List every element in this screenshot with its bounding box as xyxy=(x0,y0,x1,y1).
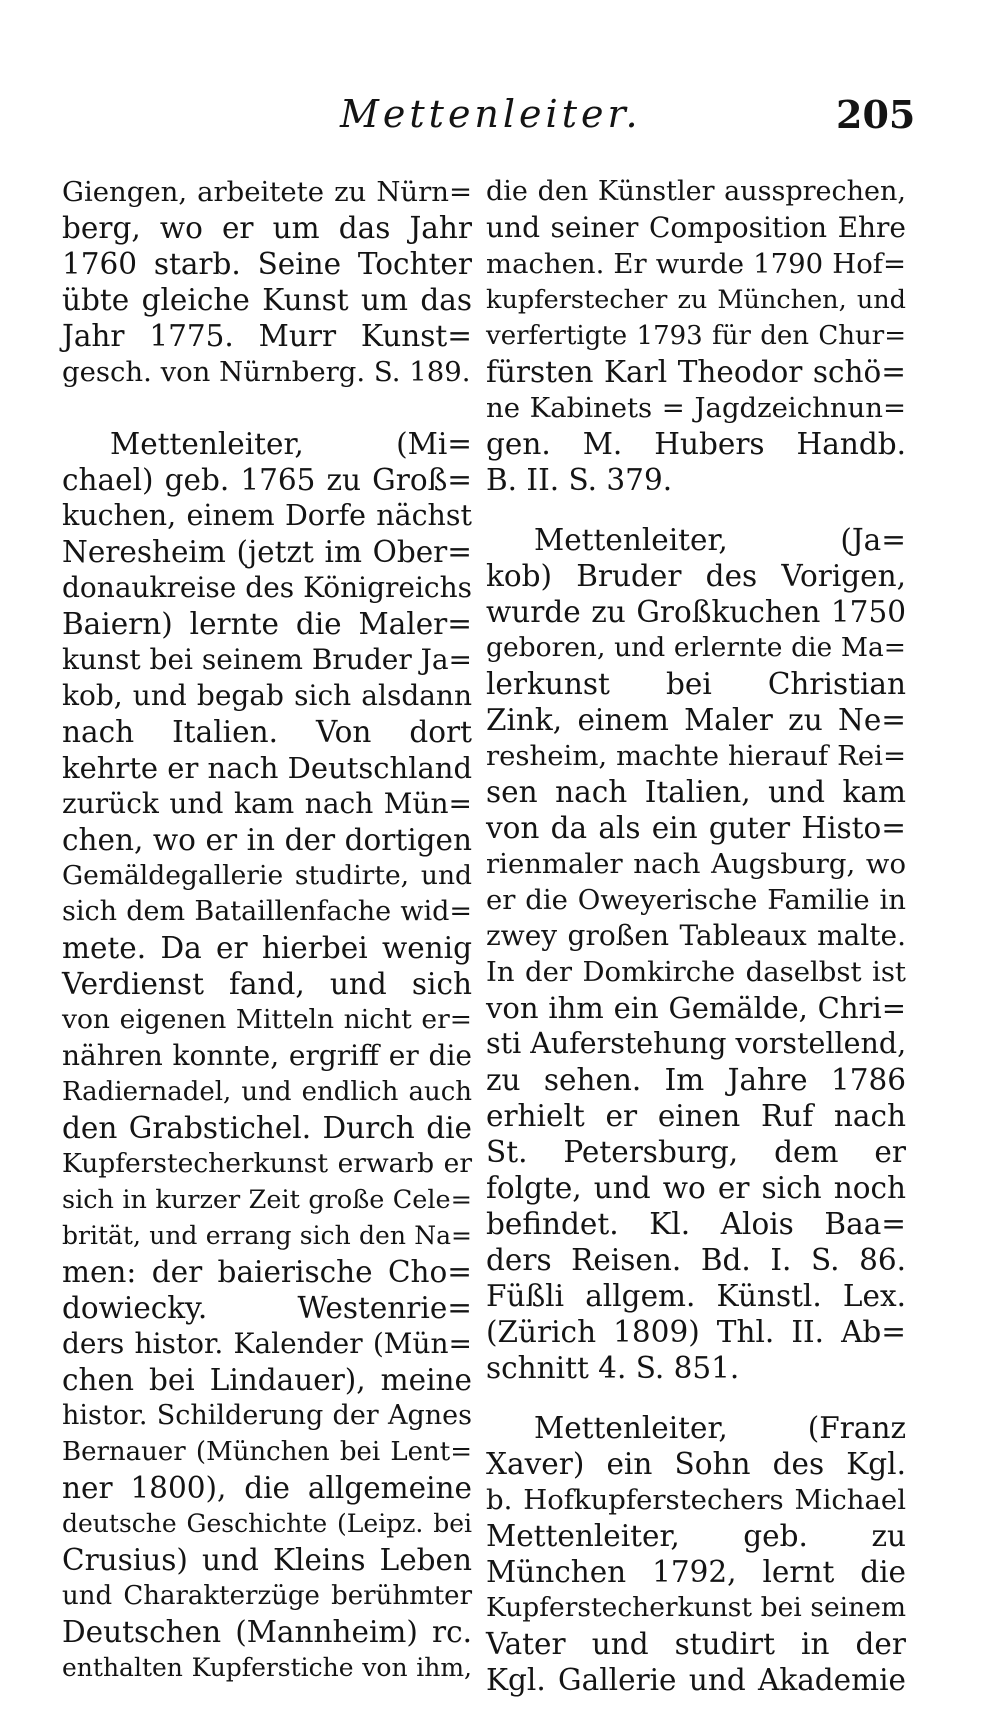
text-line: die den Künstler aussprechen, xyxy=(486,176,906,207)
text-line: Zink, einem Maler zu Ne= xyxy=(486,703,906,737)
page-title: Mettenleiter. xyxy=(340,92,642,136)
text-line: zu sehen. Im Jahre 1786 xyxy=(486,1063,906,1097)
text-line: München 1792, lernt die xyxy=(486,1555,906,1589)
text-line: er die Oweyerische Familie in xyxy=(486,884,906,916)
text-line: und Charakterzüge berühmter xyxy=(62,1581,472,1611)
text-line: lerkunst bei Christian xyxy=(486,667,906,701)
text-line: sich dem Bataillenfache wid= xyxy=(62,896,472,927)
text-line: von da als ein guter Histo= xyxy=(486,811,906,845)
text-line: nähren konnte, ergriff er die xyxy=(62,1039,472,1072)
text-line: von eigenen Mitteln nicht er= xyxy=(62,1004,472,1035)
text-line: 1760 starb. Seine Tochter xyxy=(62,247,472,281)
text-line: Kgl. Gallerie und Akademie xyxy=(486,1663,906,1697)
text-line: Baiern) lernte die Maler= xyxy=(62,607,472,641)
text-line: Kupferstecherkunst erwarb er xyxy=(62,1148,472,1179)
text-line: zurück und kam nach Mün= xyxy=(62,787,472,820)
text-line: Giengen, arbeitete zu Nürn= xyxy=(62,176,472,208)
text-line: Crusius) und Kleins Leben xyxy=(62,1543,472,1577)
text-line: B. II. S. 379. xyxy=(486,463,673,497)
text-line: chen bei Lindauer), meine xyxy=(62,1363,472,1397)
left-column xyxy=(62,174,472,1686)
text-line: schnitt 4. S. 851. xyxy=(486,1351,740,1385)
text-line: Radiernadel, und endlich auch xyxy=(62,1077,472,1107)
text-line: (Zürich 1809) Thl. II. Ab= xyxy=(486,1315,906,1349)
text-line: Gemäldegallerie studirte, und xyxy=(62,860,472,891)
text-line: den Grabstichel. Durch die xyxy=(62,1111,472,1145)
paragraph-gap xyxy=(62,390,472,426)
text-line: verfertigte 1793 für den Chur= xyxy=(486,321,906,351)
text-line: ner 1800), die allgemeine xyxy=(62,1471,472,1505)
text-line: Mettenleiter, geb. zu xyxy=(486,1519,906,1553)
text-line: b. Hofkupferstechers Michael xyxy=(486,1484,906,1516)
text-line: In der Domkirche daselbst ist xyxy=(486,956,906,988)
text-line: donaukreise des Königreichs xyxy=(62,571,472,604)
paragraph-gap xyxy=(486,1386,906,1410)
text-line: St. Petersburg, dem er xyxy=(486,1135,906,1169)
page-number: 205 xyxy=(836,92,916,137)
entry-heading-michael: Mettenleiter, (Mi= xyxy=(110,427,472,461)
text-line: deutsche Geschichte (Leipz. bei xyxy=(62,1509,472,1538)
text-line: Deutschen (Mannheim) rc. xyxy=(62,1615,472,1649)
text-line: kehrte er nach Deutschland xyxy=(62,751,473,785)
text-line: gesch. von Nürnberg. S. 189. xyxy=(62,356,471,388)
text-line: ne Kabinets = Jagdzeichnun= xyxy=(486,392,906,424)
text-line: Neresheim (jetzt im Ober= xyxy=(62,535,472,569)
running-header xyxy=(0,92,1000,152)
text-line: resheim, machte hierauf Rei= xyxy=(486,740,906,772)
text-line: Kupferstecherkunst bei seinem xyxy=(486,1592,906,1623)
text-line: von ihm ein Gemälde, Chri= xyxy=(486,991,906,1025)
text-line: erhielt er einen Ruf nach xyxy=(486,1099,906,1133)
text-line: men: der baierische Cho= xyxy=(62,1255,472,1289)
text-line: Verdienst fand, und sich xyxy=(62,967,472,1001)
entry-heading-jakob: Mettenleiter, (Ja= xyxy=(534,523,906,557)
text-line: und seiner Composition Ehre xyxy=(486,211,906,244)
text-line: berg, wo er um das Jahr xyxy=(62,211,472,245)
text-line: wurde zu Großkuchen 1750 xyxy=(486,595,906,629)
text-line: kuchen, einem Dorfe nächst xyxy=(62,499,472,532)
text-line: sen nach Italien, und kam xyxy=(486,775,906,809)
text-line: rienmaler nach Augsburg, wo xyxy=(486,848,906,880)
right-column xyxy=(486,174,906,1698)
text-line: Vater und studirt in der xyxy=(486,1627,906,1661)
paragraph-gap xyxy=(486,498,906,522)
text-line: histor. Schilderung der Agnes xyxy=(62,1400,472,1431)
text-line: geboren, und erlernte die Ma= xyxy=(486,632,906,663)
entry-heading-franz-xaver: Mettenleiter, (Franz xyxy=(534,1411,906,1445)
text-line: zwey großen Tableaux malte. xyxy=(486,919,906,952)
text-line: befindet. Kl. Alois Baa= xyxy=(486,1207,906,1241)
text-line: fürsten Karl Theodor schö= xyxy=(486,355,906,389)
text-line: ders histor. Kalender (Mün= xyxy=(62,1327,472,1360)
text-line: nach Italien. Von dort xyxy=(62,715,472,749)
text-line: gen. M. Hubers Handb. xyxy=(486,427,906,461)
text-line: Bernauer (München bei Lent= xyxy=(62,1437,472,1467)
text-line: kob) Bruder des Vorigen, xyxy=(486,559,906,593)
text-line: brität, und errang sich den Na= xyxy=(62,1221,472,1250)
text-line: chen, wo er in der dortigen xyxy=(62,823,472,857)
text-line: sich in kurzer Zeit große Cele= xyxy=(62,1185,472,1215)
text-line: chael) geb. 1765 zu Groß= xyxy=(62,463,472,497)
text-line: Füßli allgem. Künstl. Lex. xyxy=(486,1279,906,1313)
text-line: machen. Er wurde 1790 Hof= xyxy=(486,248,906,280)
text-line: übte gleiche Kunst um das xyxy=(62,283,472,317)
text-line: Xaver) ein Sohn des Kgl. xyxy=(486,1447,906,1481)
text-line: sti Auferstehung vorstellend, xyxy=(486,1027,907,1060)
text-line: Jahr 1775. Murr Kunst= xyxy=(62,319,472,353)
text-line: folgte, und wo er sich noch xyxy=(486,1171,906,1205)
text-line: kupferstecher zu München, und xyxy=(486,285,906,315)
text-line: ders Reisen. Bd. I. S. 86. xyxy=(486,1243,906,1277)
text-line: mete. Da er hierbei wenig xyxy=(62,931,472,965)
text-line: enthalten Kupferstiche von ihm, xyxy=(62,1653,472,1682)
text-line: dowiecky. Westenrie= xyxy=(62,1291,472,1325)
text-line: kunst bei seinem Bruder Ja= xyxy=(62,643,473,676)
text-line: kob, und begab sich alsdann xyxy=(62,679,472,712)
